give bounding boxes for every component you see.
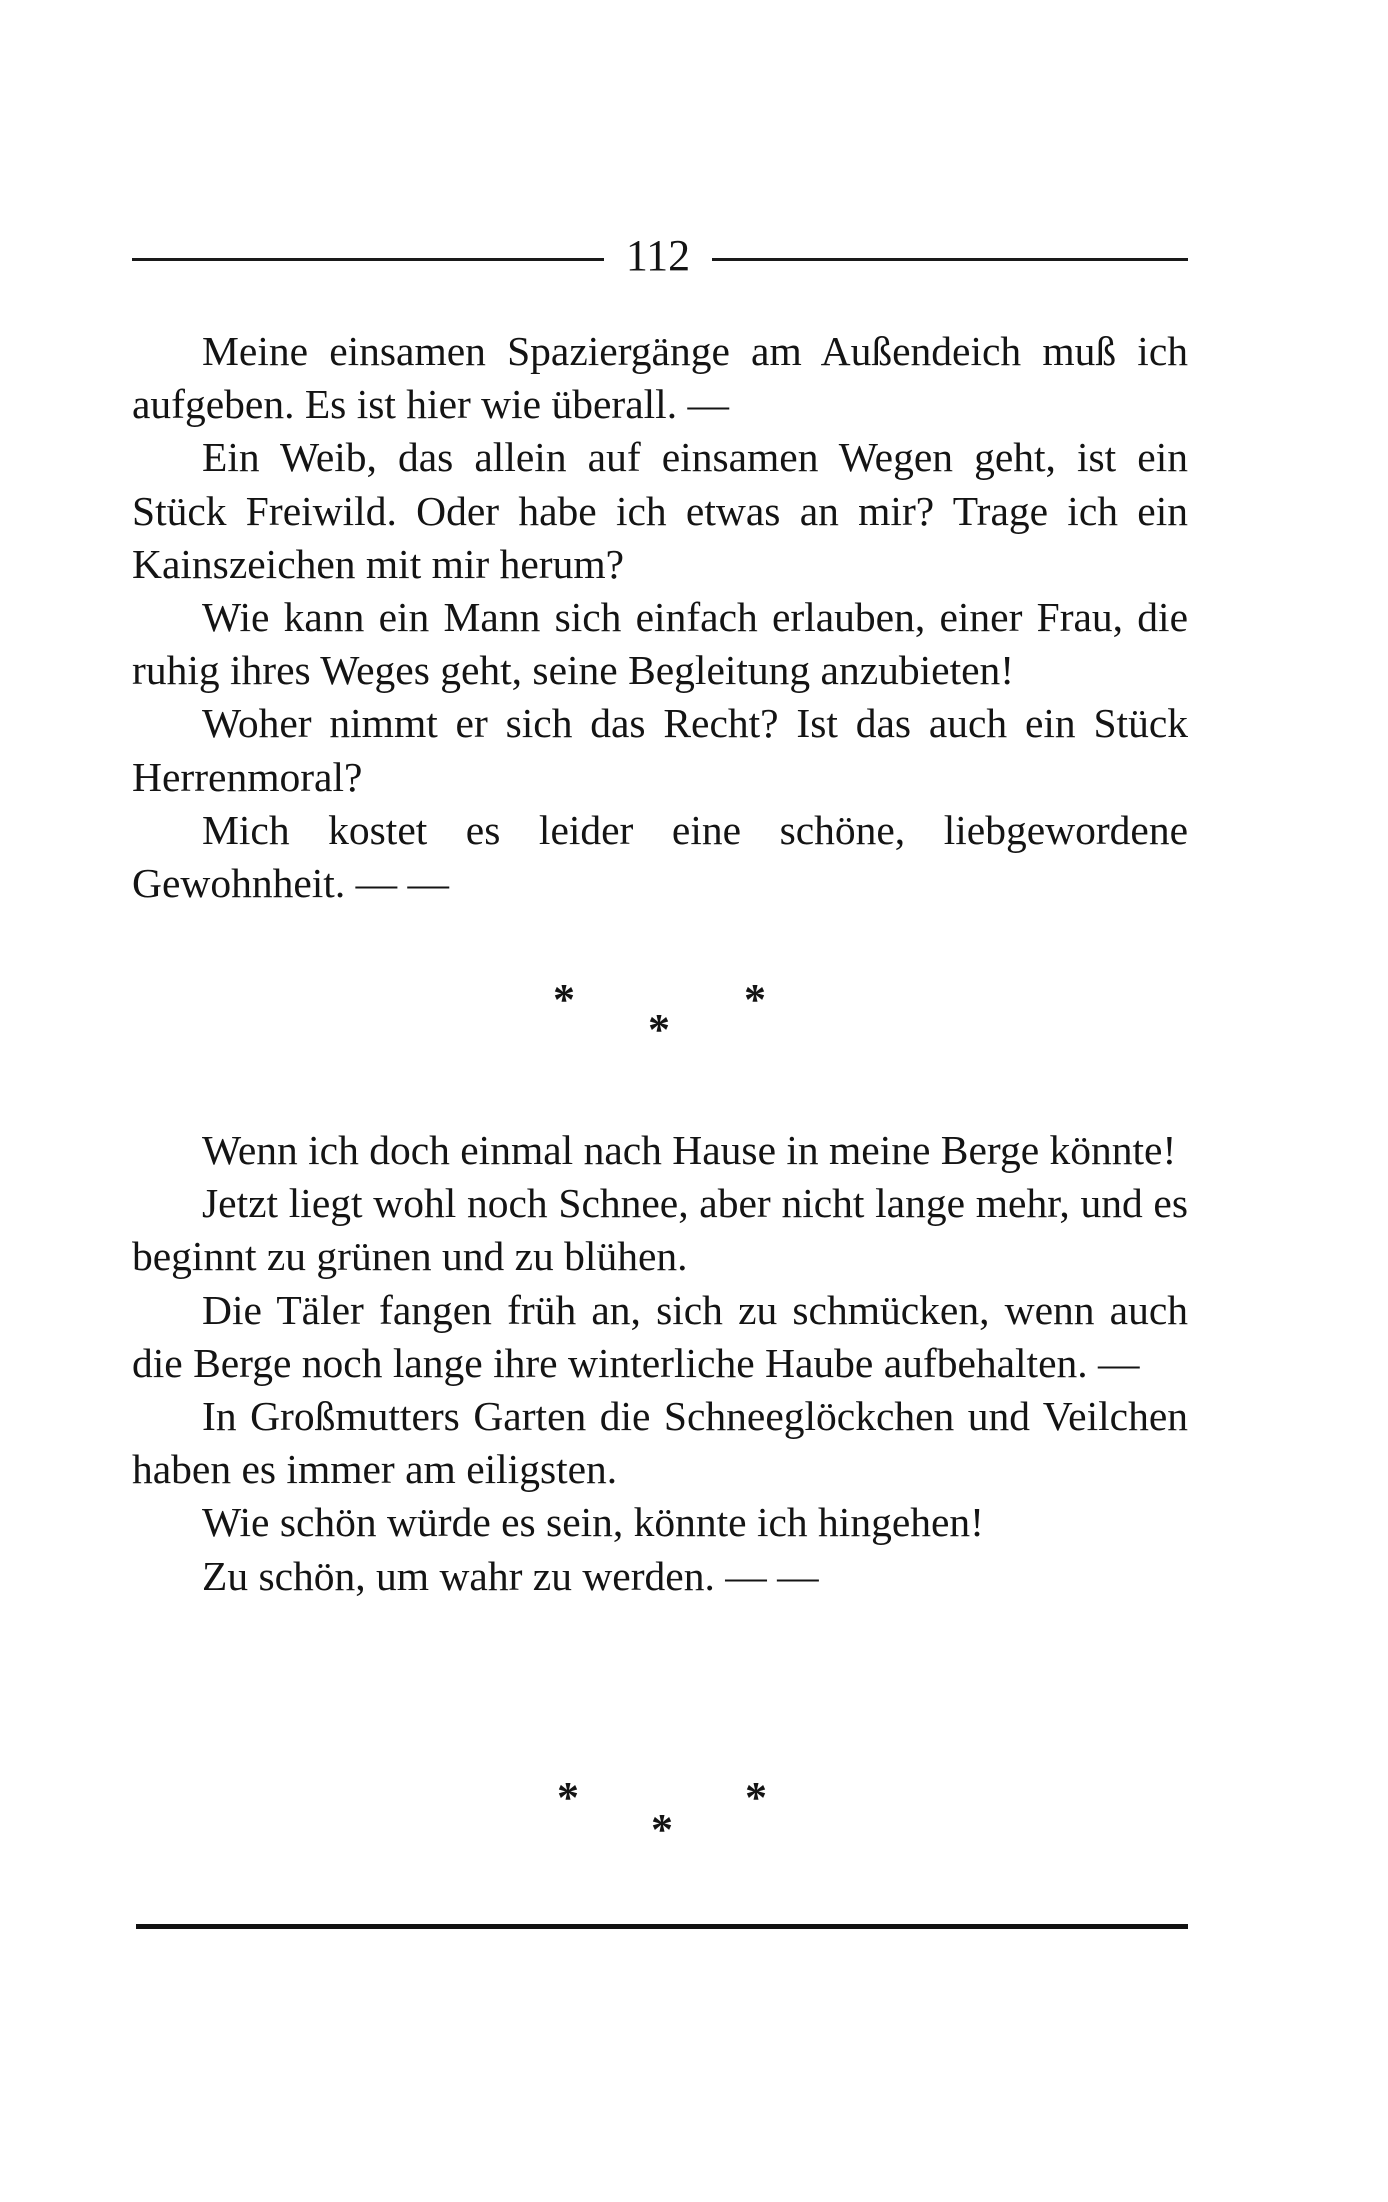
paragraph: Wenn ich doch einmal nach Hause in meine Berge könnte! [202,1127,1177,1173]
paragraph: Zu schön, um wahr zu werden. — — [202,1552,819,1599]
star-left: * [553,975,575,1024]
paragraph: Mich kostet es leider eine schöne, liebgewordene Gewohnheit. — — [132,806,1188,907]
paragraph: Wie kann ein Mann sich einfach erlauben, einer Frau, die ruhig ihres Weges geht, seine Begleitung anzubieten! [132,594,1188,694]
header-rule-left [132,258,604,261]
paragraph: Meine einsamen Spaziergänge am Außendeich muß ich aufgeben. Es ist hier wie überall. — [132,328,1188,428]
star-bottom: * [651,1805,673,1854]
paragraph: Die Täler fangen früh an, sich zu schmücken, wenn auch die Berge noch lange ihre winterliche Haube aufbehalten. — [132,1286,1188,1386]
footer-rule [136,1924,1188,1929]
text-section-2 [132,1124,1188,1603]
paragraph: Ein Weib, das allein auf einsamen Wegen geht, ist ein Stück Freiwild. Oder habe ich etwas an mir? Trage ich ein Kainszeichen mit mir herum? [132,434,1188,587]
star-left: * [557,1773,579,1822]
paragraph: Woher nimmt er sich das Recht? Ist das auch ein Stück Herrenmoral? [132,700,1188,800]
paragraph: Jetzt liegt wohl noch Schnee, aber nicht lange mehr, und es beginnt zu grünen und zu blühen. [132,1180,1188,1280]
star-bottom: * [648,1005,670,1054]
header-rule-right [712,258,1188,261]
page-number: 112 [625,231,691,280]
star-right: * [744,975,766,1024]
paragraph: In Großmutters Garten die Schneeglöckchen und Veilchen haben es immer am eiligsten. [132,1393,1188,1493]
star-right: * [745,1773,767,1822]
text-section-1 [132,325,1188,910]
paragraph: Wie schön würde es sein, könnte ich hingehen! [202,1499,984,1546]
